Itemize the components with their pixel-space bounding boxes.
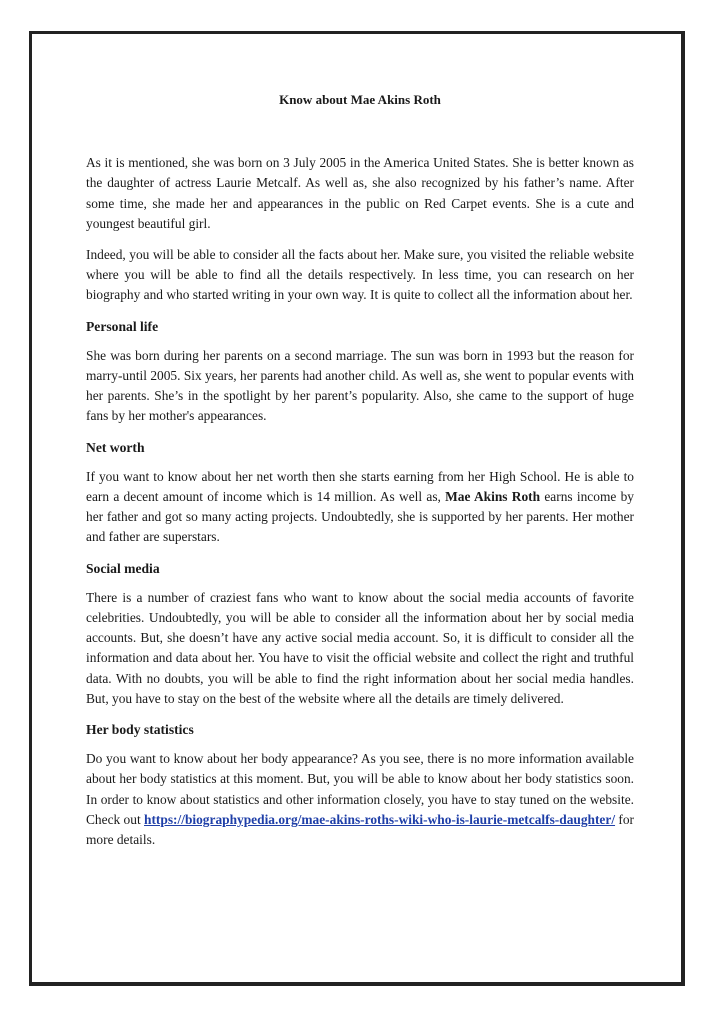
personal-life-paragraph: She was born during her parents on a second marriage. The sun was born in 1993 but the reason for marry-until 2005. Six years, her parents had another child. As well as, she went to popular events with her parents. She’s in the spotlight by her parent’s popularity. Also, she came to the support of huge fans by her mother's appearances.	[86, 347, 634, 424]
biography-link[interactable]: https://biographypedia.org/mae-akins-roths-wiki-who-is-laurie-metcalfs-daughter/	[144, 811, 616, 827]
social-media-paragraph: There is a number of craziest fans who want to know about the social media accounts of favorite celebrities. Undoubtedly, you will be able to consider all the information about her by social media accounts. But, she doesn’t have any active social media account. So, it is difficult to consider all the information and data about her. You have to visit the official website and collect the right and truthful data. With no doubts, you will be able to find the right information about her social media handles. But, you have to stay on the best of the website where all the details are timely delivered.	[86, 589, 634, 706]
heading-net-worth: Net worth	[86, 439, 145, 455]
body-statistics-text-after: for more details.	[86, 811, 635, 848]
net-worth-bold-name: Mae Akins Roth	[445, 489, 541, 505]
net-worth-text-after: earns income by her father and got so many acting projects. Undoubtedly, she is supported by her parents. Her mother and father are superstars.	[86, 489, 634, 545]
document-body	[86, 90, 634, 861]
document-title: Know about Mae Akins Roth	[279, 92, 441, 107]
intro-paragraph-2: Indeed, you will be able to consider all the facts about her. Make sure, you visited the reliable website where you will be able to find all the details respectively. In less time, you can research on her biography and who started writing in your own way. It is quite to collect all the information about her.	[86, 247, 634, 303]
body-statistics-text-before: Do you want to know about her body appearance? As you see, there is no more information available about her body statistics at this moment. But, you will be able to know about her body statistics soon. In order to know about statistics and other information closely, you have to stay tuned on the website. Check out	[86, 751, 634, 827]
heading-body-statistics: Her body statistics	[86, 722, 194, 738]
net-worth-paragraph	[86, 467, 634, 548]
body-statistics-paragraph	[86, 749, 634, 850]
net-worth-text-before: If you want to know about her net worth then she starts earning from her High School. He is able to earn a decent amount of income which is 14 million. As well as,	[86, 468, 634, 505]
intro-paragraph-1: As it is mentioned, she was born on 3 July 2005 in the America United States. She is better known as the daughter of actress Laurie Metcalf. As well as, she also recognized by his father’s name. After some time, she made her and appearances in the public on Red Carpet events. She is a cute and youngest beautiful girl.	[86, 155, 634, 231]
heading-personal-life: Personal life	[86, 318, 159, 334]
heading-social-media: Social media	[86, 560, 160, 576]
